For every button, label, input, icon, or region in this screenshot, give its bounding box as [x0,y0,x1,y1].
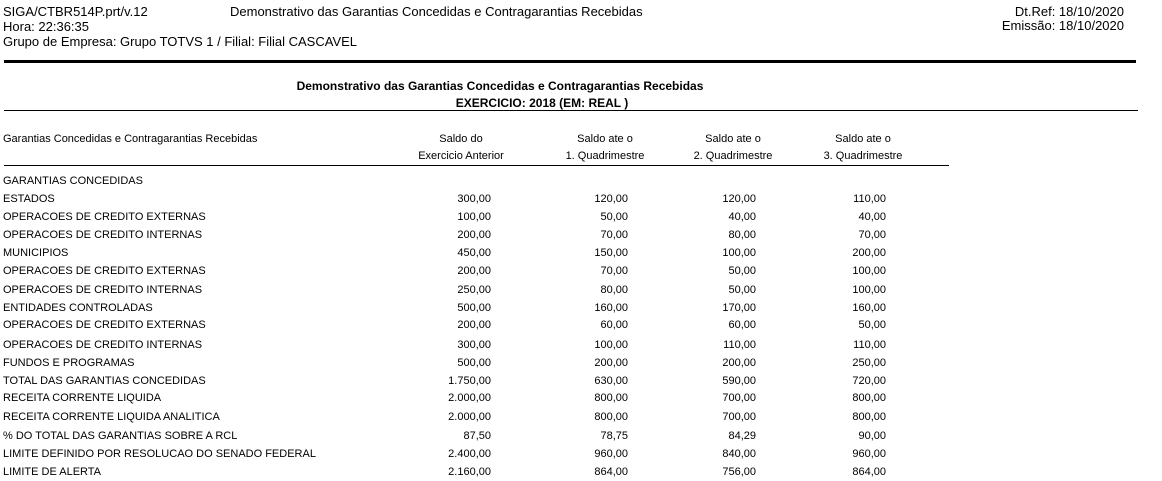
row-label: OPERACOES DE CREDITO EXTERNAS [3,319,206,331]
value-prev-year: 100,00 [457,211,491,223]
column-header-label: Garantias Concedidas e Contragarantias Recebidas [3,133,258,145]
value-q2: 120,00 [722,193,756,205]
table-row [0,446,1162,463]
column-header-q1-line1: Saldo ate o [577,133,633,145]
value-prev-year: 500,00 [457,302,491,314]
value-q1: 70,00 [600,265,628,277]
value-q2: 50,00 [728,265,756,277]
value-prev-year: 450,00 [457,247,491,259]
row-label: LIMITE DE ALERTA [3,466,102,478]
value-prev-year: 200,00 [457,319,491,331]
value-q2: 110,00 [723,339,756,351]
column-header-divider [4,165,949,166]
value-q1: 70,00 [600,229,628,241]
value-q2: 100,00 [722,247,756,259]
value-prev-year: 200,00 [457,265,491,277]
report-subtitle: EXERCICIO: 2018 (EM: REAL ) [455,96,629,110]
value-prev-year: 2.400,00 [448,448,491,460]
value-q3: 864,00 [852,466,886,478]
column-header-q2-line2: 2. Quadrimestre [693,150,773,162]
value-q2: 840,00 [722,448,756,460]
page-title: Demonstrativo das Garantias Concedidas e Contragarantias Recebidas [230,4,643,19]
program-id: SIGA/CTBR514P.prt/v.12 [3,4,148,19]
table-row [0,409,1162,426]
row-label: OPERACOES DE CREDITO EXTERNAS [3,265,206,277]
value-prev-year: 87,50 [463,430,491,442]
value-q3: 800,00 [852,392,886,404]
table-row [0,464,1162,481]
value-prev-year: 2.000,00 [448,392,491,404]
column-header-q3-line2: 3. Quadrimestre [823,150,903,162]
value-q3: 200,00 [852,247,886,259]
value-prev-year: 250,00 [457,284,491,296]
row-label: OPERACOES DE CREDITO EXTERNAS [3,211,206,223]
value-prev-year: 2.000,00 [448,411,491,423]
row-label: TOTAL DAS GARANTIAS CONCEDIDAS [3,375,206,387]
table-row [0,245,1162,262]
value-q3: 160,00 [852,302,886,314]
value-prev-year: 200,00 [457,229,491,241]
table-row [0,373,1162,390]
table-row [0,428,1162,445]
value-q3: 800,00 [852,411,886,423]
table-row [0,173,1162,190]
value-q3: 50,00 [858,319,886,331]
value-q3: 90,00 [858,430,886,442]
value-q3: 250,00 [852,357,886,369]
column-header-q3-line1: Saldo ate o [835,133,891,145]
value-prev-year: 300,00 [457,193,491,205]
header-divider [4,60,1136,63]
value-q1: 960,00 [594,448,628,460]
row-label: RECEITA CORRENTE LIQUIDA ANALITICA [3,411,220,423]
row-label: ENTIDADES CONTROLADAS [3,302,153,314]
table-row [0,263,1162,280]
row-label: FUNDOS E PROGRAMAS [3,357,135,369]
column-header-prev-year-line2: Exercicio Anterior [418,150,504,162]
value-prev-year: 2.160,00 [448,466,491,478]
table-row [0,390,1162,407]
value-q1: 80,00 [600,284,628,296]
row-label: OPERACOES DE CREDITO INTERNAS [3,284,203,296]
value-q1: 60,00 [600,319,628,331]
value-q1: 800,00 [594,392,628,404]
column-header-q2-line1: Saldo ate o [705,133,761,145]
print-time: Hora: 22:36:35 [3,19,90,34]
value-q3: 100,00 [852,284,886,296]
value-q1: 200,00 [594,357,628,369]
row-label: ESTADOS [3,193,55,205]
value-q2: 756,00 [722,466,756,478]
reference-date: Dt.Ref: 18/10/2020 [1014,4,1124,19]
value-q2: 80,00 [728,229,756,241]
value-q1: 150,00 [594,247,628,259]
column-header-q1-line2: 1. Quadrimestre [565,150,645,162]
value-q1: 800,00 [594,411,628,423]
table-row [0,337,1162,354]
table-row [0,191,1162,208]
value-q2: 200,00 [722,357,756,369]
table-row [0,209,1162,226]
value-q2: 40,00 [728,211,756,223]
row-label: GARANTIAS CONCEDIDAS [3,175,143,187]
value-prev-year: 300,00 [457,339,491,351]
title-divider [4,110,1138,111]
value-q2: 700,00 [722,392,756,404]
value-q1: 160,00 [594,302,628,314]
value-q3: 40,00 [858,211,886,223]
table-row [0,300,1162,317]
table-row [0,227,1162,244]
value-q3: 110,00 [853,339,886,351]
emission-date: Emissão: 18/10/2020 [1001,18,1124,33]
value-q2: 60,00 [728,319,756,331]
value-q1: 50,00 [600,211,628,223]
value-q2: 590,00 [722,375,756,387]
value-q3: 100,00 [852,265,886,277]
value-q2: 84,29 [728,430,756,442]
row-label: LIMITE DEFINIDO POR RESOLUCAO DO SENADO FEDERAL [3,448,316,460]
value-q1: 100,00 [594,339,628,351]
row-label: OPERACOES DE CREDITO INTERNAS [3,339,203,351]
value-q2: 50,00 [728,284,756,296]
value-q3: 110,00 [853,193,886,205]
value-q3: 70,00 [858,229,886,241]
table-row [0,317,1162,334]
row-label: MUNICIPIOS [3,247,69,259]
value-q1: 120,00 [594,193,628,205]
value-prev-year: 1.750,00 [448,375,491,387]
table-row [0,282,1162,299]
row-label: RECEITA CORRENTE LIQUIDA [3,392,162,404]
row-label: % DO TOTAL DAS GARANTIAS SOBRE A RCL [3,430,238,442]
value-q1: 864,00 [594,466,628,478]
table-row [0,355,1162,372]
row-label: OPERACOES DE CREDITO INTERNAS [3,229,203,241]
value-q2: 700,00 [722,411,756,423]
value-q1: 630,00 [594,375,628,387]
column-header-prev-year-line1: Saldo do [439,133,483,145]
value-prev-year: 500,00 [457,357,491,369]
value-q1: 78,75 [600,430,628,442]
value-q3: 960,00 [852,448,886,460]
company-group: Grupo de Empresa: Grupo TOTVS 1 / Filial: Filial CASCAVEL [3,34,358,49]
value-q3: 720,00 [852,375,886,387]
report-title: Demonstrativo das Garantias Concedidas e Contragarantias Recebidas [296,79,704,93]
value-q2: 170,00 [722,302,756,314]
